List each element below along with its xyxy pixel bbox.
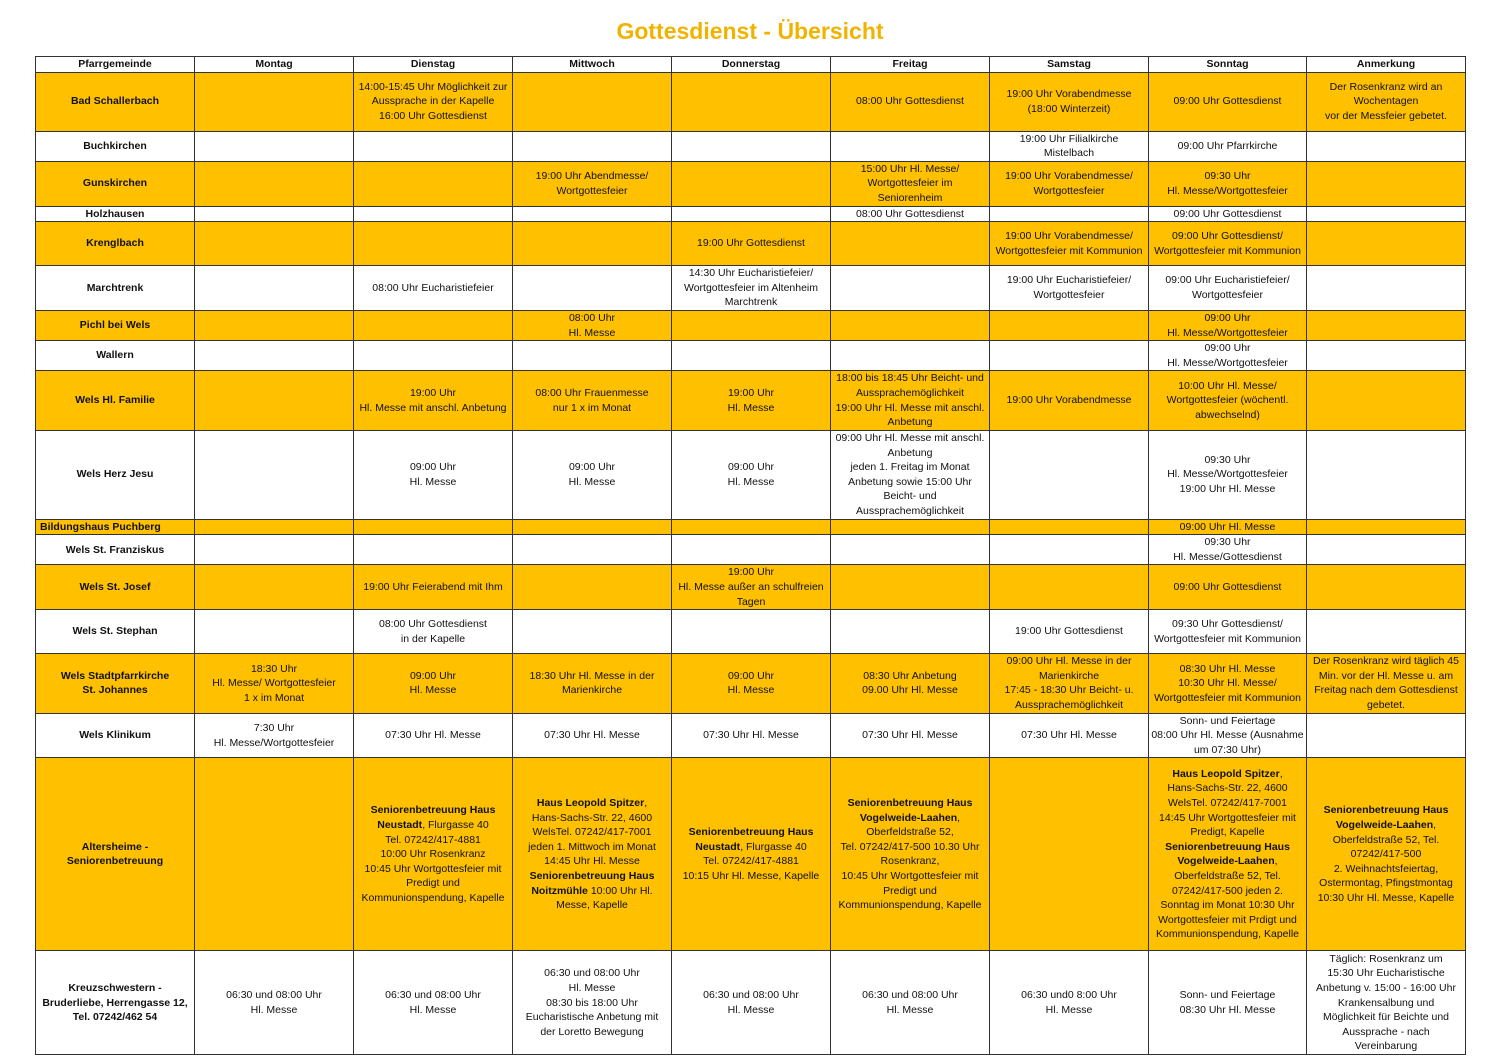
schedule-cell-donnerstag: 09:00 Uhr Hl. Messe <box>672 654 831 713</box>
schedule-cell-mittwoch: 06:30 und 08:00 Uhr Hl. Messe 08:30 bis 18:00 Uhr Eucharistische Anbetung mit der Loretto Bewegung <box>513 951 672 1055</box>
schedule-cell-dienstag: 06:30 und 08:00 Uhr Hl. Messe <box>354 951 513 1055</box>
schedule-cell-samstag: 19:00 Uhr Vorabendmesse (18:00 Winterzeit) <box>990 72 1149 131</box>
table-row <box>36 310 1466 340</box>
table-row <box>36 206 1466 222</box>
schedule-text: , Oberfeldstraße 52, Tel. 07242/417-500 2. Weihnachtsfeiertag, Ostermontag, Pfingstmontag 10:30 Uhr Hl. Messe, Kapelle <box>1317 818 1455 904</box>
column-header-sonntag: Sonntag <box>1149 57 1307 73</box>
schedule-cell-donnerstag: 06:30 und 08:00 Uhr Hl. Messe <box>672 951 831 1055</box>
schedule-cell-dienstag <box>354 758 513 951</box>
parish-name: Wels St. Josef <box>36 565 195 610</box>
schedule-cell-donnerstag <box>672 206 831 222</box>
parish-name: Wels Klinikum <box>36 713 195 758</box>
schedule-cell-montag <box>195 535 354 565</box>
schedule-cell-samstag <box>990 430 1149 519</box>
column-header-donnerstag: Donnerstag <box>672 57 831 73</box>
schedule-cell-montag <box>195 206 354 222</box>
table-row <box>36 610 1466 654</box>
parish-name: Altersheime - Seniorenbetreuung <box>36 758 195 951</box>
parish-name: Krenglbach <box>36 222 195 266</box>
schedule-cell-sonntag <box>1149 758 1307 951</box>
schedule-cell-mittwoch <box>513 758 672 951</box>
schedule-cell-donnerstag: 19:00 Uhr Gottesdienst <box>672 222 831 266</box>
schedule-cell-freitag <box>831 535 990 565</box>
parish-name: Marchtrenk <box>36 266 195 311</box>
column-header-pfarrgemeinde: Pfarrgemeinde <box>36 57 195 73</box>
schedule-cell-sonntag: 09:30 Uhr Hl. Messe/Wortgottesfeier 19:00 Uhr Hl. Messe <box>1149 430 1307 519</box>
schedule-cell-anmerkung <box>1307 713 1466 758</box>
schedule-cell-mittwoch <box>513 72 672 131</box>
schedule-cell-freitag: 07:30 Uhr Hl. Messe <box>831 713 990 758</box>
schedule-cell-donnerstag <box>672 310 831 340</box>
schedule-cell-montag <box>195 371 354 430</box>
schedule-cell-sonntag: 09:00 Uhr Hl. Messe/Wortgottesfeier <box>1149 341 1307 371</box>
schedule-cell-dienstag <box>354 519 513 535</box>
column-header-anmerkung: Anmerkung <box>1307 57 1466 73</box>
schedule-cell-freitag: 09:00 Uhr Hl. Messe mit anschl. Anbetung jeden 1. Freitag im Monat Anbetung sowie 15:00 Uhr Beicht- und Aussprachemöglichkeit <box>831 430 990 519</box>
schedule-cell-samstag <box>990 758 1149 951</box>
schedule-cell-samstag: 09:00 Uhr Hl. Messe in der Marienkirche 17:45 - 18:30 Uhr Beicht- u. Aussprachemöglichkeit <box>990 654 1149 713</box>
table-row <box>36 535 1466 565</box>
schedule-cell-anmerkung <box>1307 565 1466 610</box>
table-row <box>36 222 1466 266</box>
schedule-cell-anmerkung <box>1307 758 1466 951</box>
schedule-cell-montag <box>195 341 354 371</box>
schedule-cell-dienstag <box>354 310 513 340</box>
schedule-cell-donnerstag: 19:00 Uhr Hl. Messe außer an schulfreien Tagen <box>672 565 831 610</box>
schedule-cell-freitag: 18:00 bis 18:45 Uhr Beicht- und Aussprachemöglichkeit 19:00 Uhr Hl. Messe mit anschl. Anbetung <box>831 371 990 430</box>
schedule-cell-montag <box>195 610 354 654</box>
schedule-cell-freitag <box>831 341 990 371</box>
schedule-cell-freitag: 08:30 Uhr Anbetung 09.00 Uhr Hl. Messe <box>831 654 990 713</box>
schedule-cell-montag <box>195 72 354 131</box>
schedule-cell-anmerkung <box>1307 430 1466 519</box>
schedule-cell-montag: 7:30 Uhr Hl. Messe/Wortgottesfeier <box>195 713 354 758</box>
facility-name: Seniorenbetreuung Haus <box>688 826 814 839</box>
table-row <box>36 341 1466 371</box>
column-header-mittwoch: Mittwoch <box>513 57 672 73</box>
schedule-text: , Oberfeldstraße 52, Tel. 07242/417-500 10.30 Uhr Rosenkranz, 10:45 Uhr Wortgottesfeier mit Predigt und Kommunionspendung, Kapelle <box>838 811 982 912</box>
schedule-cell-freitag: 15:00 Uhr Hl. Messe/ Wortgottesfeier im Seniorenheim <box>831 161 990 206</box>
schedule-cell-montag <box>195 565 354 610</box>
facility-name: Seniorenbetreuung Haus Vogelweide-Laahen <box>1165 840 1290 868</box>
schedule-cell-anmerkung: Täglich: Rosenkranz um 15:30 Uhr Eucharistische Anbetung v. 15:00 - 16:00 Uhr Krankensalbung und Möglichkeit für Beichte und Aussprache - nach Vereinbarung <box>1307 951 1466 1055</box>
schedule-cell-dienstag: 19:00 Uhr Hl. Messe mit anschl. Anbetung <box>354 371 513 430</box>
schedule-cell-samstag: 06:30 und0 8:00 Uhr Hl. Messe <box>990 951 1149 1055</box>
facility-name: Seniorenbetreuung Haus Vogelweide-Laahen <box>847 797 973 824</box>
schedule-cell-dienstag <box>354 206 513 222</box>
schedule-cell-sonntag: 09:30 Uhr Hl. Messe/Gottesdienst <box>1149 535 1307 565</box>
schedule-cell-freitag <box>831 266 990 311</box>
parish-name: Wels St. Franziskus <box>36 535 195 565</box>
schedule-cell-mittwoch <box>513 266 672 311</box>
schedule-cell-samstag <box>990 206 1149 222</box>
facility-name: Seniorenbetreuung Haus Noitzmühle <box>529 870 655 897</box>
facility-name: Neustadt <box>377 818 423 831</box>
schedule-cell-freitag <box>831 310 990 340</box>
schedule-cell-donnerstag: 14:30 Uhr Eucharistiefeier/ Wortgottesfeier im Altenheim Marchtrenk <box>672 266 831 311</box>
page-title: Gottesdienst - Übersicht <box>616 18 884 44</box>
schedule-cell-sonntag: 09:00 Uhr Hl. Messe <box>1149 519 1307 535</box>
parish-name: Wels Herz Jesu <box>36 430 195 519</box>
schedule-cell-sonntag: 09:00 Uhr Hl. Messe/Wortgottesfeier <box>1149 310 1307 340</box>
schedule-text: , Hans-Sachs-Str. 22, 4600 WelsTel. 07242/417-7001 14:45 Uhr Wortgottesfeier mit Predigt, Kapelle <box>1159 767 1296 839</box>
table-row <box>36 161 1466 206</box>
schedule-cell-dienstag: 19:00 Uhr Feierabend mit Ihm <box>354 565 513 610</box>
schedule-cell-montag <box>195 430 354 519</box>
table-row <box>36 758 1466 951</box>
schedule-cell-donnerstag <box>672 161 831 206</box>
schedule-cell-donnerstag <box>672 535 831 565</box>
facility-name: Seniorenbetreuung Haus <box>370 804 496 817</box>
facility-name: Neustadt <box>695 840 741 853</box>
schedule-table <box>35 56 1466 1055</box>
schedule-cell-donnerstag <box>672 131 831 161</box>
schedule-cell-dienstag <box>354 535 513 565</box>
schedule-cell-sonntag: 09:30 Uhr Gottesdienst/ Wortgottesfeier mit Kommunion <box>1149 610 1307 654</box>
schedule-cell-sonntag: 08:30 Uhr Hl. Messe 10:30 Uhr Hl. Messe/ Wortgottesfeier mit Kommunion <box>1149 654 1307 713</box>
table-row <box>36 72 1466 131</box>
schedule-cell-mittwoch: 08:00 Uhr Frauenmesse nur 1 x im Monat <box>513 371 672 430</box>
schedule-cell-freitag <box>831 758 990 951</box>
facility-name: Haus Leopold Spitzer <box>536 797 645 810</box>
column-header-freitag: Freitag <box>831 57 990 73</box>
schedule-cell-samstag: 19:00 Uhr Filialkirche Mistelbach <box>990 131 1149 161</box>
schedule-cell-sonntag: 09:00 Uhr Gottesdienst <box>1149 565 1307 610</box>
schedule-cell-freitag: 08:00 Uhr Gottesdienst <box>831 206 990 222</box>
schedule-cell-mittwoch: 09:00 Uhr Hl. Messe <box>513 430 672 519</box>
facility-name: Seniorenbetreuung Haus Vogelweide-Laahen <box>1323 804 1449 831</box>
schedule-cell-montag <box>195 266 354 311</box>
schedule-cell-mittwoch <box>513 610 672 654</box>
schedule-cell-freitag <box>831 519 990 535</box>
schedule-cell-montag <box>195 519 354 535</box>
schedule-cell-anmerkung <box>1307 266 1466 311</box>
schedule-cell-samstag: 19:00 Uhr Eucharistiefeier/ Wortgottesfeier <box>990 266 1149 311</box>
schedule-cell-sonntag: 10:00 Uhr Hl. Messe/ Wortgottesfeier (wöchentl. abwechselnd) <box>1149 371 1307 430</box>
schedule-cell-donnerstag <box>672 519 831 535</box>
schedule-cell-dienstag: 07:30 Uhr Hl. Messe <box>354 713 513 758</box>
schedule-cell-donnerstag <box>672 610 831 654</box>
parish-name: Buchkirchen <box>36 131 195 161</box>
schedule-cell-dienstag: 14:00-15:45 Uhr Möglichkeit zur Aussprache in der Kapelle 16:00 Uhr Gottesdienst <box>354 72 513 131</box>
schedule-text: , Flurgasse 40 Tel. 07242/417-4881 10:15 Uhr Hl. Messe, Kapelle <box>682 840 820 882</box>
schedule-cell-mittwoch <box>513 341 672 371</box>
schedule-cell-mittwoch <box>513 535 672 565</box>
schedule-cell-dienstag <box>354 341 513 371</box>
schedule-cell-montag <box>195 310 354 340</box>
table-row <box>36 713 1466 758</box>
parish-name: Wels Hl. Familie <box>36 371 195 430</box>
schedule-cell-dienstag <box>354 161 513 206</box>
schedule-cell-sonntag: Sonn- und Feiertage 08:30 Uhr Hl. Messe <box>1149 951 1307 1055</box>
parish-name: Holzhausen <box>36 206 195 222</box>
column-header-samstag: Samstag <box>990 57 1149 73</box>
schedule-cell-mittwoch <box>513 222 672 266</box>
table-row <box>36 519 1466 535</box>
schedule-cell-anmerkung <box>1307 222 1466 266</box>
parish-name: Gunskirchen <box>36 161 195 206</box>
column-header-dienstag: Dienstag <box>354 57 513 73</box>
schedule-cell-dienstag <box>354 131 513 161</box>
schedule-text: , Flurgasse 40 Tel. 07242/417-4881 10:00 Uhr Rosenkranz 10:45 Uhr Wortgottesfeier mit Predigt und Kommunionspendung, Kapelle <box>361 818 505 904</box>
column-header-montag: Montag <box>195 57 354 73</box>
schedule-cell-donnerstag <box>672 341 831 371</box>
schedule-cell-anmerkung: Der Rosenkranz wird täglich 45 Min. vor der Hl. Messe u. am Freitag nach dem Gottesdienst gebetet. <box>1307 654 1466 713</box>
schedule-cell-anmerkung <box>1307 131 1466 161</box>
schedule-cell-donnerstag <box>672 758 831 951</box>
schedule-cell-anmerkung <box>1307 341 1466 371</box>
schedule-cell-sonntag: 09:00 Uhr Gottesdienst/ Wortgottesfeier mit Kommunion <box>1149 222 1307 266</box>
parish-name: Wels Stadtpfarrkirche St. Johannes <box>36 654 195 713</box>
table-row <box>36 654 1466 713</box>
table-row <box>36 951 1466 1055</box>
parish-name: Kreuzschwestern - Bruderliebe, Herrengasse 12, Tel. 07242/462 54 <box>36 951 195 1055</box>
schedule-cell-mittwoch: 07:30 Uhr Hl. Messe <box>513 713 672 758</box>
facility-name: Haus Leopold Spitzer <box>1172 767 1280 780</box>
schedule-cell-mittwoch <box>513 565 672 610</box>
schedule-cell-samstag: 19:00 Uhr Gottesdienst <box>990 610 1149 654</box>
schedule-cell-samstag <box>990 310 1149 340</box>
schedule-cell-anmerkung <box>1307 371 1466 430</box>
schedule-cell-anmerkung: Der Rosenkranz wird an Wochentagen vor der Messfeier gebetet. <box>1307 72 1466 131</box>
schedule-cell-anmerkung <box>1307 610 1466 654</box>
schedule-cell-dienstag: 08:00 Uhr Eucharistiefeier <box>354 266 513 311</box>
schedule-cell-dienstag <box>354 222 513 266</box>
schedule-cell-samstag <box>990 565 1149 610</box>
schedule-cell-freitag <box>831 222 990 266</box>
header-row <box>36 57 1466 73</box>
schedule-cell-anmerkung <box>1307 161 1466 206</box>
schedule-cell-dienstag: 09:00 Uhr Hl. Messe <box>354 430 513 519</box>
schedule-text: 10:00 Uhr Hl. Messe, Kapelle <box>556 884 653 912</box>
schedule-cell-freitag: 08:00 Uhr Gottesdienst <box>831 72 990 131</box>
schedule-cell-sonntag: 09:30 Uhr Hl. Messe/Wortgottesfeier <box>1149 161 1307 206</box>
schedule-cell-anmerkung <box>1307 310 1466 340</box>
schedule-cell-samstag <box>990 341 1149 371</box>
schedule-cell-anmerkung <box>1307 206 1466 222</box>
schedule-cell-samstag: 19:00 Uhr Vorabendmesse/ Wortgottesfeier <box>990 161 1149 206</box>
schedule-cell-donnerstag: 19:00 Uhr Hl. Messe <box>672 371 831 430</box>
schedule-cell-donnerstag <box>672 72 831 131</box>
schedule-cell-montag: 06:30 und 08:00 Uhr Hl. Messe <box>195 951 354 1055</box>
schedule-text: , Hans-Sachs-Str. 22, 4600 WelsTel. 07242/417-7001 jeden 1. Mittwoch im Monat 14:45 Uhr Hl. Messe <box>528 797 656 868</box>
schedule-cell-samstag: 19:00 Uhr Vorabendmesse <box>990 371 1149 430</box>
schedule-cell-montag <box>195 161 354 206</box>
schedule-cell-dienstag: 08:00 Uhr Gottesdienst in der Kapelle <box>354 610 513 654</box>
schedule-cell-sonntag: 09:00 Uhr Eucharistiefeier/ Wortgottesfeier <box>1149 266 1307 311</box>
schedule-cell-anmerkung <box>1307 535 1466 565</box>
schedule-cell-samstag: 07:30 Uhr Hl. Messe <box>990 713 1149 758</box>
schedule-cell-freitag <box>831 565 990 610</box>
schedule-cell-freitag: 06:30 und 08:00 Uhr Hl. Messe <box>831 951 990 1055</box>
schedule-cell-sonntag: Sonn- und Feiertage 08:00 Uhr Hl. Messe (Ausnahme um 07:30 Uhr) <box>1149 713 1307 758</box>
schedule-text: , Oberfeldstraße 52, Tel. 07242/417-500 jeden 2. Sonntag im Monat 10:30 Uhr Wortgottesfeier mit Prdigt und Kommunionspendung, Kapelle <box>1155 855 1300 941</box>
schedule-cell-sonntag: 09:00 Uhr Gottesdienst <box>1149 72 1307 131</box>
schedule-cell-mittwoch: 18:30 Uhr Hl. Messe in der Marienkirche <box>513 654 672 713</box>
table-row <box>36 131 1466 161</box>
schedule-cell-mittwoch <box>513 206 672 222</box>
schedule-cell-montag <box>195 131 354 161</box>
parish-name: Bildungshaus Puchberg <box>36 519 195 535</box>
schedule-cell-donnerstag: 07:30 Uhr Hl. Messe <box>672 713 831 758</box>
schedule-cell-anmerkung <box>1307 519 1466 535</box>
schedule-cell-mittwoch <box>513 131 672 161</box>
schedule-cell-samstag <box>990 535 1149 565</box>
schedule-cell-samstag: 19:00 Uhr Vorabendmesse/ Wortgottesfeier mit Kommunion <box>990 222 1149 266</box>
schedule-cell-sonntag: 09:00 Uhr Gottesdienst <box>1149 206 1307 222</box>
schedule-cell-mittwoch: 08:00 Uhr Hl. Messe <box>513 310 672 340</box>
table-row <box>36 430 1466 519</box>
schedule-cell-dienstag: 09:00 Uhr Hl. Messe <box>354 654 513 713</box>
schedule-cell-montag <box>195 758 354 951</box>
schedule-cell-montag: 18:30 Uhr Hl. Messe/ Wortgottesfeier 1 x im Monat <box>195 654 354 713</box>
table-row <box>36 371 1466 430</box>
schedule-cell-freitag <box>831 610 990 654</box>
parish-name: Pichl bei Wels <box>36 310 195 340</box>
parish-name: Wels St. Stephan <box>36 610 195 654</box>
schedule-cell-freitag <box>831 131 990 161</box>
table-row <box>36 266 1466 311</box>
schedule-cell-donnerstag: 09:00 Uhr Hl. Messe <box>672 430 831 519</box>
schedule-cell-sonntag: 09:00 Uhr Pfarrkirche <box>1149 131 1307 161</box>
parish-name: Wallern <box>36 341 195 371</box>
parish-name: Bad Schallerbach <box>36 72 195 131</box>
table-row <box>36 565 1466 610</box>
schedule-cell-mittwoch <box>513 519 672 535</box>
schedule-cell-samstag <box>990 519 1149 535</box>
schedule-cell-mittwoch: 19:00 Uhr Abendmesse/ Wortgottesfeier <box>513 161 672 206</box>
schedule-cell-montag <box>195 222 354 266</box>
